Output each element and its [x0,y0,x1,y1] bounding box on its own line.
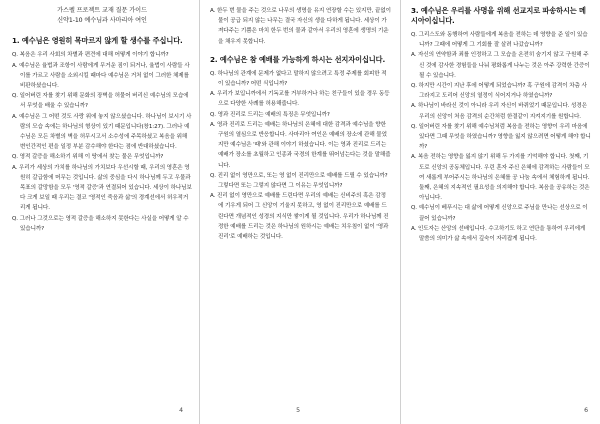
qa-list [12,50,192,234]
qa-paragraph: A. 한두 번 물을 주는 것으로 나무의 생명을 유지 연장할 수는 있지만, 끝없이 물이 공급 되지 않는 나무는 결국 자신의 생을 다하게 됩니다. 세상이 가져다주는 기쁨은 마치 한두 번의 물과 같아서 우리의 영혼에 생명의 기운을 채우지 못합니다. [210,8,391,45]
qa-paragraph: Q. 진리 없이 영만으로, 또는 영 없이 진리만으로 예배를 드릴 수 있습니까? 그렇다면 또는 그렇지 않다면 그 이유는 무엇입니까? [210,172,388,190]
qa-paragraph: A. 예수님은 그 어떤 것도 사랑 위에 놓지 않으셨습니다. 하나님이 보시기 사람의 모습 속에는 하나님의 형상이 있기 때문입니다(창1:27). 그러나 예수님은 모든 차별의 벽을 허무시고서 소수성에 주목하셨고 복음을 위해 변인간적인 편을 일정 부분 감수해야 한다는 점에 반대하셨습니다. [12,113,192,151]
page-number: 6 [584,406,588,414]
section-heading-1: 1. 예수님은 영원히 목마르지 않게 할 생수를 주십니다. [12,36,183,46]
qa-list [210,6,391,47]
qa-paragraph: A. 자신의 연약함과 죄를 인정하고 그 모습을 온전히 숨기지 않고 구원해 주신 것에 감사한 경험들을 나눠 평화롭게 나누는 것은 아주 강력한 간증이 될 수 있습니다. [411,52,590,79]
qa-list [411,30,592,244]
qa-paragraph: A. 하나님이 바라신 것이 아니라 우리 자신이 바뀌었기 때문입니다. 성경은 우리의 신앙이 처음 감격의 순간처럼 한결같이 지켜지기를 원합니다. [411,103,587,120]
qa-list [210,69,391,242]
lesson-subtitle: 신약1-10 예수님과 사마리아 여인 [57,17,147,25]
qa-paragraph: Q. 그러나 그것으로는 영적 갈증을 해소하지 못한다는 사실을 어떻게 알 수 있습니까? [12,215,189,232]
qa-paragraph: A. 우리가 세상의 가치를 하나님의 가치보다 우선시할 때, 우리의 영혼은 영원히 갈급함에 머무는 것입니다. 삶의 중심을 다시 하나님께 두고 우물과 목표의 갈망함을 모두 '영적 갈증'과 연결되어 있습니다. 세상이 하나님보다 크게 보일 때 우리는 결코 '영적인 죽음과 삶'의 경계선에서 허우적거리게 됩니다. [12,164,192,212]
qa-paragraph: Q. 영과 진리로 드리는 예배의 특징은 무엇입니까? [210,111,330,118]
qa-paragraph: Q. 복음은 우리 사회의 차별과 편견에 대해 어떻게 이야기 합니까? [12,52,169,59]
section-heading-2: 2. 예수님은 참 예배를 가능하게 하시는 선지자이십니다. [210,54,386,64]
qa-paragraph: Q. 예수님이 베푸시는 대 삶에 어떻게 신앙으로 주님을 만나는 선상으로 이끌어 있습니까? [411,205,588,222]
qa-paragraph: A. 인도자는 산앙의 선배입니다. 수고하기도 하고 연단을 통하여 우리에게 말씀의 의미가 삶 속에서 깊숙이 자리잡게 됩니다. [411,225,586,243]
qa-paragraph: A. 영과 진리로 드리는 예배는 하나님의 은혜에 대한 감격과 예수님을 향한 구원의 열심으로 반응합니다. 사마리아 여인은 예배의 장소에 관해 물었지만 예수님은 '때'와 관해 이야기 하셨습니다. 이는 영과 진리로 드리는 예배가 장소를 초월하고 인종과 국경의 한계를 뛰어넘는다는 것을 말해줍니다. [210,121,391,169]
guide-title: 가스펠 프로젝트 교재 질문 가이드 [57,7,147,14]
qa-paragraph: A. 복음 전하는 영향을 잃지 않기 위해 두 가지를 기억해야 합니다. 첫째, 기도로 신앙의 공동체입니다. 우린 혼자 주신 은혜에 감격하는 사람들이 모여 새롭게 부어주시는 하나님의 은혜를 공 나눔 속에서 체험하게 됩니다. 둘째, 은혜의 지속적인 필요성을 의지해야 합니다. 복음을 공유하는 것은 아닙니다. [411,154,590,202]
page-number: 4 [179,406,183,414]
page-4 [0,0,200,424]
qa-paragraph: Q. 영적 갈증을 해소하기 위해 이 땅에서 찾는 물은 무엇입니까? [12,154,164,161]
page-5 [200,0,401,424]
qa-paragraph: Q. 일어버린 자를 찾기 위해 문화의 장벽을 허물어 버리신 예수님의 모습에서 무엇을 배울 수 있습니까? [12,93,189,110]
qa-paragraph: A. 예수님은 율법과 조항이 사람에게 무거운 짐이 되거나, 율법이 사람들 사이를 가르고 사람을 소외시킬 때마다 예수님은 거처 없이 그러한 체제를 비판하셨습니다. [12,62,190,90]
qa-paragraph: A. 진리 없이 영만으로 예배를 드린다면 우리의 예배는 신비주의 혹은 감정에 기우게 되어 그 신앙이 기울지 못하고, 영 없이 진리만으로 예배를 드린다면 개념적인 성경의 지식만 쌓이게 될 것입니다. 우리가 하나님께 진정한 예배를 드리는 것은 하나님의 원하시는 예배는 치우침이 없이 '영과 진리'로 예배하는 것입니다. [210,193,389,241]
qa-paragraph: Q. 그리스도와 동행하여 사람들에게 복음을 전하는 데 영향을 준 일이 있습니까? 그때에 어떻게 그 기회를 잘 살려 나갔습니까? [411,32,588,49]
qa-paragraph: Q. 일어버린 자를 찾기 위해 예수님처럼 복음을 전하는 영향이 우리 마음에 있다면 그때 무엇을 하였습니까? 영향을 잃지 않으려면 어떻게 해야 합니까? [411,123,591,151]
page-number: 5 [296,406,300,414]
qa-paragraph: Q. 하나님의 관계에 문제가 없다고 말하지 않으려고 특정 주제를 회피한 적이 있습니까? 어떤 식입니까? [210,70,387,88]
section-heading-3: 3. 예수님은 우리를 사명을 위해 선교지로 파송하시는 메시아이십니다. [411,6,586,25]
qa-paragraph: Q. 하지만 시간이 지난 후에 어떻게 되었습니까? 혹 구원에 감격이 차츰 사그라지고 도리어 신앙의 열정이 식어지거나 하였습니까? [411,83,587,100]
page-6 [401,0,600,424]
qa-paragraph: A. 우리가 보입니까에서 기독교를 거부하거나 하는 친구들이 있을 경우 동등으로 다양한 사례를 허용해줍니다. [210,91,390,108]
